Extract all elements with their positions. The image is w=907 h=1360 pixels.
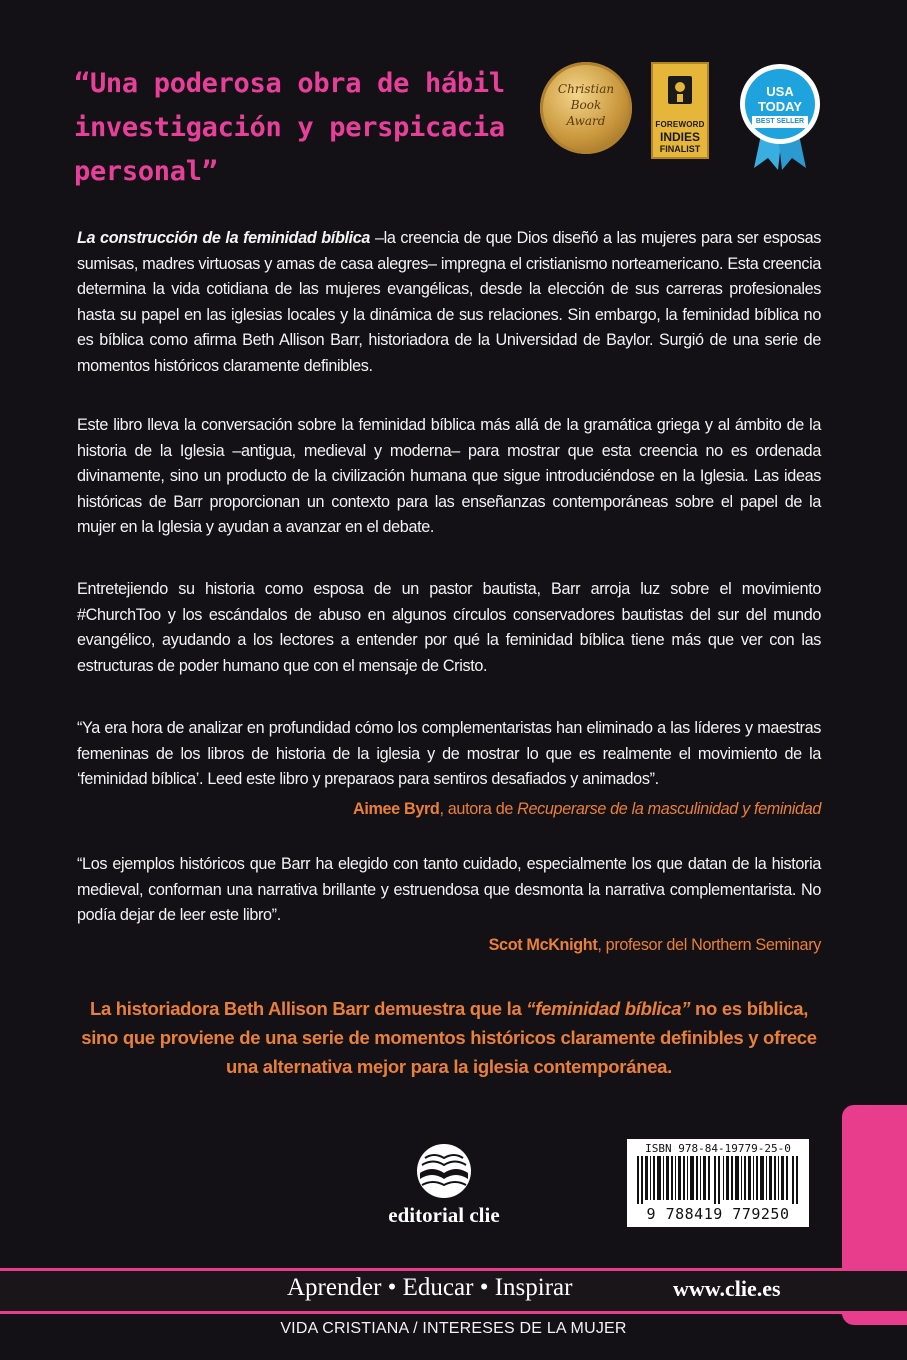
endorsement-quote-2: “Los ejemplos históricos que Barr ha elegido con tanto cuidado, especialmente los que datan de la historia medieval, conforman una narrativa brillante y estruendosa que desmonta la narrativa complementarista. No podía dejar de leer este libro”. bbox=[77, 855, 821, 925]
foreword-label: FOREWORD bbox=[655, 120, 705, 129]
description-paragraph-2: Este libro lleva la conversación sobre la feminidad bíblica más allá de la gramática griega y al ámbito de la historia de la Iglesia –antigua, medieval y moderna– para mostrar que esta creencia no es ordenada divinamente, sino un producto de la civilización humana que sigue introduciéndose en la Iglesia. Las ideas históricas de Barr proporcionan un contexto para las enseñanzas contemporáneas sobre el papel de la mujer en la Iglesia y ayudan a avanzar en el debate. bbox=[77, 416, 821, 537]
endorser-role-2: , profesor del Northern Seminary bbox=[597, 936, 821, 954]
today-label: TODAY bbox=[757, 99, 803, 114]
headline-line-2: investigación y perspicacia bbox=[74, 112, 505, 143]
publisher-slogan: Aprender • Educar • Inspirar bbox=[287, 1274, 573, 1301]
endorser-name-1: Aimee Byrd bbox=[353, 800, 440, 818]
usa-today-bestseller-badge bbox=[736, 62, 824, 172]
headline-line-3: personal” bbox=[74, 156, 218, 187]
closing-statement bbox=[77, 994, 821, 1081]
award-text-line-2: Book bbox=[570, 98, 602, 112]
closing-part-1: La historiadora Beth Allison Barr demuestra que la bbox=[89, 998, 527, 1019]
headline-quote bbox=[74, 62, 524, 194]
endorsement-attribution-1 bbox=[353, 797, 821, 823]
foreword-indies-badge bbox=[651, 62, 709, 159]
award-text-line-1: Christian bbox=[557, 82, 615, 96]
paragraph-1-text: –la creencia de que Dios diseñó a las mujeres para ser esposas sumisas, madres virtuosas y amas de casa alegres– impregna el cristianismo norteamericano. Esta creencia determina la vida cotidiana de las mujeres evangélicas, desde la elección de sus carreras profesionales hasta su papel en las iglesias locales y la dinámica de sus relaciones. Sin embargo, la feminidad bíblica no es bíblica como afirma Beth Allison Barr, historiadora de la Universidad de Baylor. Surgió de una serie de momentos históricos claramente definibles. bbox=[77, 229, 821, 375]
book-icon bbox=[666, 74, 694, 106]
book-category: VIDA CRISTIANA / INTERESES DE LA MUJER bbox=[280, 1320, 627, 1337]
ribbon-rosette-icon bbox=[736, 62, 824, 172]
finalist-label: FINALIST bbox=[659, 144, 701, 154]
closing-italic-term: “feminidad bíblica” bbox=[526, 998, 691, 1019]
endorsement-attribution-2 bbox=[489, 933, 821, 959]
publisher-website: www.clie.es bbox=[673, 1276, 781, 1301]
open-book-logo-icon bbox=[412, 1143, 476, 1199]
endorsement-quote-1: “Ya era hora de analizar en profundidad cómo los complementaristas han eliminado a las líderes y maestras femeninas de los libros de historia de la iglesia y de mostrar lo que es realmente el movimiento de la ‘feminidad bíblica’. Leed este libro y preparaos para sentiros desafiados y animados”. bbox=[77, 719, 821, 789]
endorser-role-prefix-1: , autora de bbox=[439, 800, 518, 818]
closing-part-2: no es bíblica, sino que proviene de una serie de momentos históricos claramente definibles y ofrece una alternativa mejor para la iglesia contemporánea. bbox=[81, 998, 817, 1077]
endorser-name-2: Scot McKnight bbox=[488, 936, 598, 954]
best-seller-label: BEST SELLER bbox=[755, 118, 805, 125]
endorser-book-title-1: Recuperarse de la masculinidad y feminidad bbox=[517, 800, 821, 818]
indies-label: INDIES bbox=[659, 130, 700, 144]
award-text-line-3: Award bbox=[566, 114, 606, 128]
book-title-lead: La construcción de la feminidad bíblica bbox=[77, 229, 371, 247]
barcode-bars bbox=[637, 1156, 799, 1204]
isbn-barcode bbox=[627, 1139, 809, 1227]
headline-line-1: “Una poderosa obra de hábil bbox=[74, 68, 505, 99]
description-paragraph-1 bbox=[77, 226, 821, 380]
christian-book-award-badge bbox=[540, 62, 632, 154]
usa-label: USA bbox=[766, 84, 794, 99]
barcode-digits: 9 788419 779250 bbox=[646, 1205, 790, 1223]
isbn-label: ISBN 978-84-19779-25-0 bbox=[645, 1142, 791, 1155]
publisher-name: editorial clie bbox=[388, 1203, 500, 1227]
description-paragraph-3: Entretejiendo su historia como esposa de un pastor bautista, Barr arroja luz sobre el movimiento #ChurchToo y los escándalos de abuso en algunos círculos conservadores bautistas del sur del mundo evangélico, ayudando a los lectores a entender por qué la feminidad bíblica tiene más que ver con las estructuras de poder humano que con el mensaje de Cristo. bbox=[77, 580, 821, 675]
